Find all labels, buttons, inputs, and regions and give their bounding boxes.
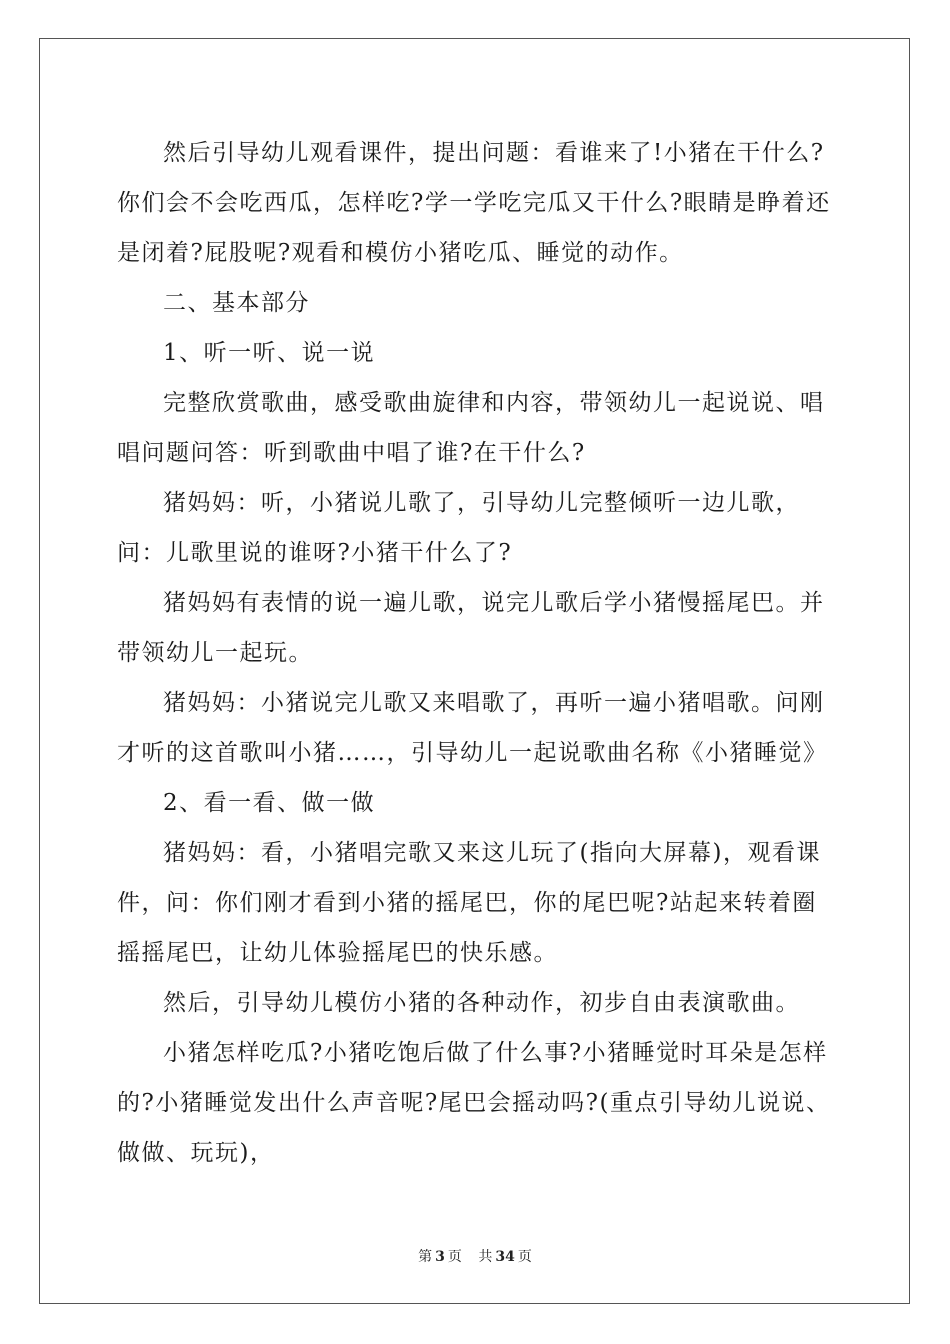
page-footer [0,1246,950,1266]
paragraph-mother-sing: 猪妈妈：小猪说完儿歌又来唱歌了，再听一遍小猪唱歌。问刚才听的这首歌叫小猪……，引导幼儿一起说歌曲名称《小猪睡觉》 [117,690,828,766]
total-prefix: 共 [478,1249,493,1265]
paragraph-mother-look: 猪妈妈：看，小猪唱完歌又来这儿玩了(指向大屏幕)，观看课件，问：你们刚才看到小猪的摇尾巴，你的尾巴呢?站起来转着圈摇摇尾巴，让幼儿体验摇尾巴的快乐感。 [117,840,821,966]
document-body [117,128,837,1178]
current-page: 3 [435,1249,445,1265]
total-suffix: 页 [517,1249,532,1265]
paragraph-questions: 小猪怎样吃瓜?小猪吃饱后做了什么事?小猪睡觉时耳朵是怎样的?小猪睡觉发出什么声音呢?尾巴会摇动吗?(重点引导幼儿说说、做做、玩玩)， [117,1040,831,1166]
page-suffix: 页 [447,1249,462,1265]
page-number [415,1249,465,1265]
paragraph-imitate: 然后，引导幼儿模仿小猪的各种动作，初步自由表演歌曲。 [163,990,800,1016]
page-prefix: 第 [418,1249,433,1265]
paragraph-mother-listen: 猪妈妈：听，小猪说儿歌了，引导幼儿完整倾听一边儿歌，问：儿歌里说的谁呀?小猪干什么了? [117,490,800,566]
total-pages: 34 [495,1249,515,1265]
paragraph-mother-recite: 猪妈妈有表情的说一遍儿歌，说完儿歌后学小猪慢摇尾巴。并带领幼儿一起玩。 [117,590,825,666]
section-heading-basic: 二、基本部分 [163,290,310,316]
page-total [475,1249,534,1265]
subheading-listen: 1、听一听、说一说 [163,340,376,366]
paragraph-intro: 然后引导幼儿观看课件，提出问题：看谁来了!小猪在干什么?你们会不会吃西瓜，怎样吃?学一学吃完瓜又干什么?眼睛是睁着还是闭着?屁股呢?观看和模仿小猪吃瓜、睡觉的动作。 [117,140,831,266]
subheading-look: 2、看一看、做一做 [163,790,376,816]
paragraph-appreciate: 完整欣赏歌曲，感受歌曲旋律和内容，带领幼儿一起说说、唱唱问题问答：听到歌曲中唱了谁?在干什么? [117,390,825,466]
